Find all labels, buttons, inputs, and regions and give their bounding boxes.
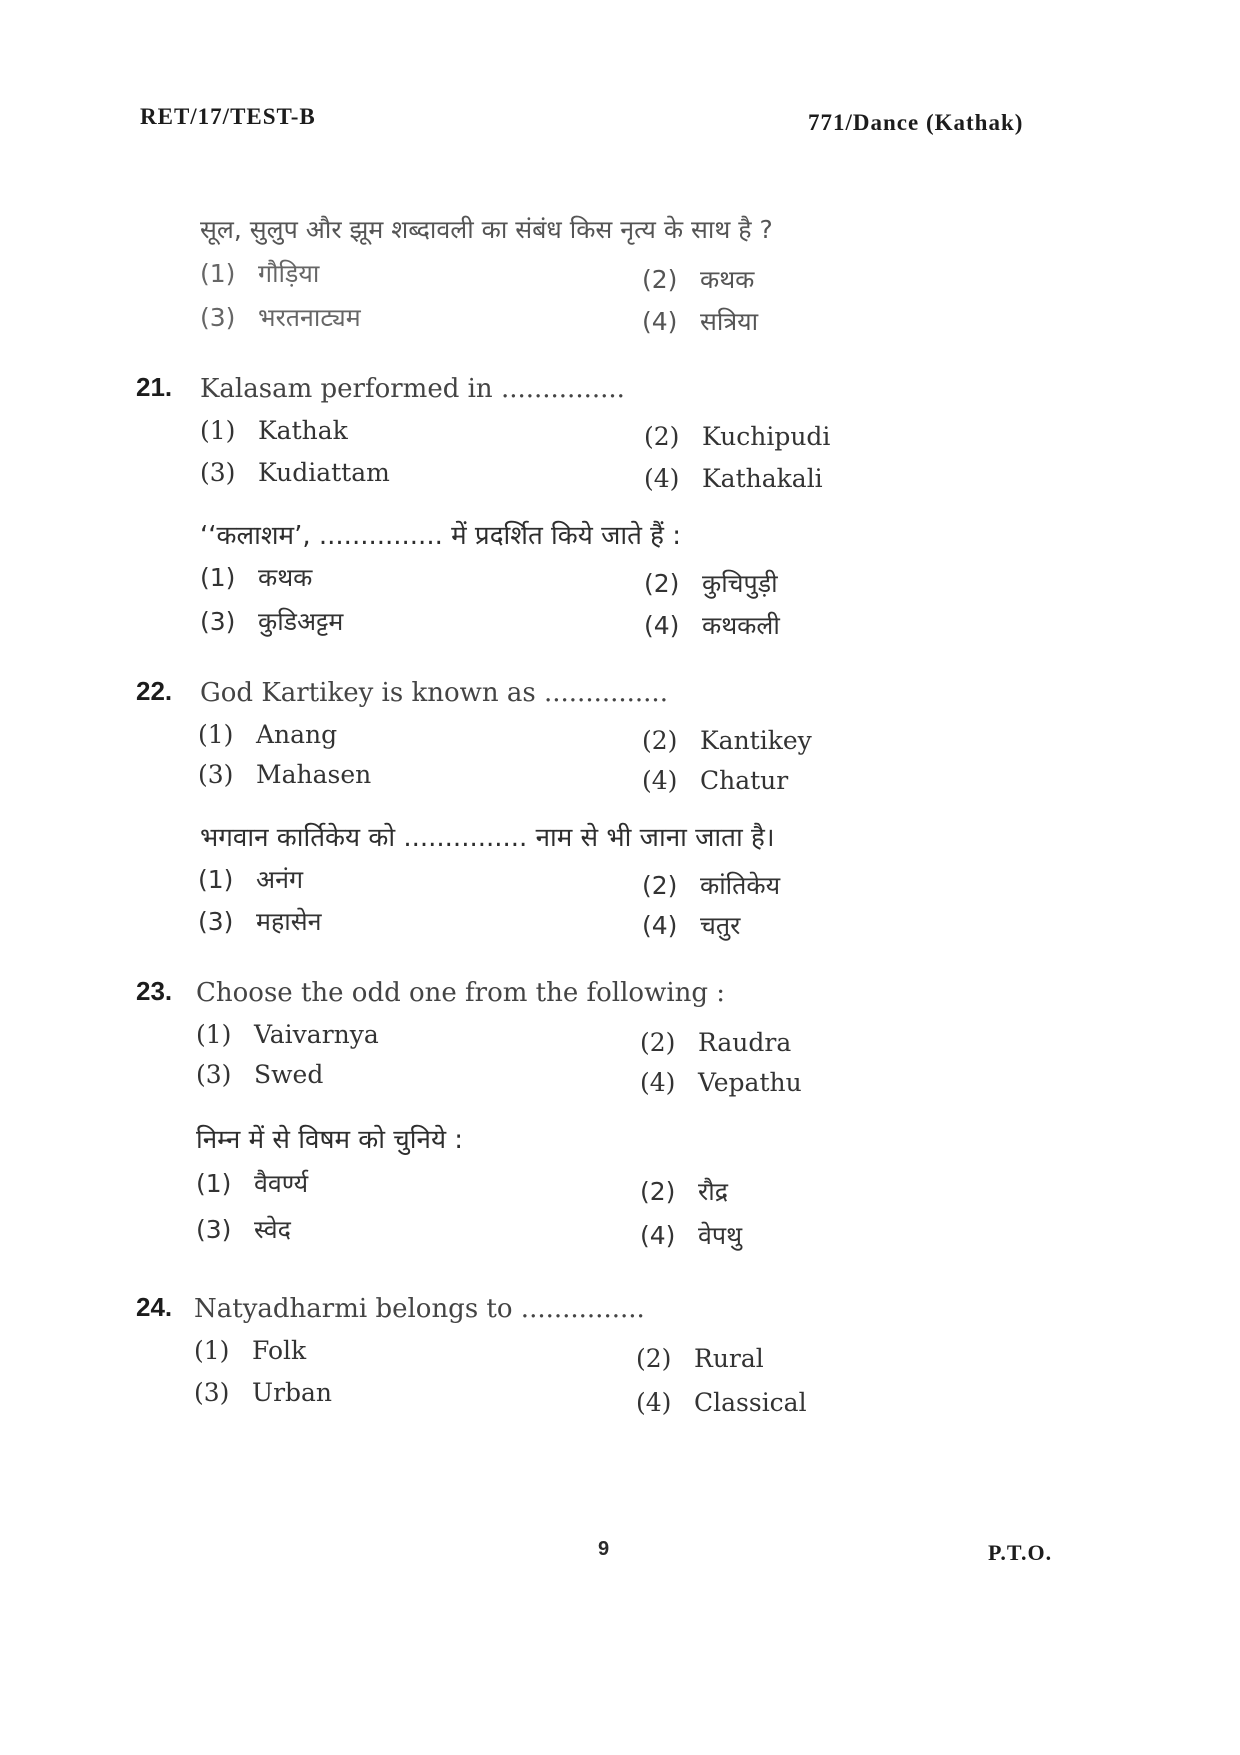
q24-english-question: Natyadharmi belongs to ...............	[194, 1294, 645, 1324]
q22-hindi-option-3: (3) महासेन	[198, 907, 322, 936]
subject-title: 771/Dance (Kathak)	[808, 110, 1024, 135]
q21-hindi-option-1: (1) कथक	[200, 563, 313, 592]
q24-english-option-2: (2) Rural	[636, 1344, 764, 1373]
q22-hindi-option-4: (4) चतुर	[642, 911, 741, 940]
q23-hindi-option-2: (2) रौद्र	[640, 1177, 728, 1206]
q23-english-option-2: (2) Raudra	[640, 1028, 792, 1057]
q20-hindi-option-2: (2) कथक	[642, 265, 755, 294]
q20-hindi-option-3: (3) भरतनाट्यम	[200, 303, 361, 332]
q24-english-option-1: (1) Folk	[194, 1336, 307, 1365]
q21-hindi-option-4: (4) कथकली	[644, 611, 780, 640]
q21-english-option-2: (2) Kuchipudi	[644, 422, 831, 451]
q23-english-option-4: (4) Vepathu	[640, 1068, 802, 1097]
q24-english-option-3: (3) Urban	[194, 1378, 333, 1407]
page-number: 9	[598, 1538, 610, 1560]
q24-english-option-4: (4) Classical	[636, 1388, 807, 1417]
q22-english-question: God Kartikey is known as ...............	[200, 678, 668, 708]
q22-hindi-question: भगवान कार्तिकेय को ............... नाम से भी जाना जाता है।	[200, 823, 775, 853]
test-code: RET/17/TEST-B	[140, 104, 316, 129]
q22-english-option-4: (4) Chatur	[642, 766, 789, 795]
q21-hindi-option-2: (2) कुचिपुड़ी	[644, 569, 778, 598]
q23-english-option-3: (3) Swed	[196, 1060, 324, 1089]
q21-english-option-1: (1) Kathak	[200, 416, 348, 445]
q23-english-question: Choose the odd one from the following :	[196, 978, 726, 1008]
q22-english-option-3: (3) Mahasen	[198, 760, 372, 789]
q20-hindi-option-4: (4) सत्रिया	[642, 307, 759, 336]
q22-number: 22.	[136, 676, 173, 706]
q21-hindi-question: ‘‘कलाशम’, ............... में प्रदर्शित किये जाते हैं :	[200, 521, 682, 551]
q21-hindi-option-3: (3) कुडिअट्टम	[200, 607, 344, 636]
q21-english-question: Kalasam performed in ...............	[200, 374, 625, 404]
q22-english-option-1: (1) Anang	[198, 720, 338, 749]
q23-hindi-option-4: (4) वेपथु	[640, 1221, 743, 1250]
q20-hindi-option-1: (1) गौड़िया	[200, 259, 320, 288]
q22-english-option-2: (2) Kantikey	[642, 726, 812, 755]
q21-english-option-3: (3) Kudiattam	[200, 458, 390, 487]
q20-hindi-question: सूल, सुलुप और झूम शब्दावली का संबंध किस नृत्य के साथ है ?	[200, 215, 773, 244]
q22-hindi-option-1: (1) अनंग	[198, 865, 304, 894]
q23-hindi-option-3: (3) स्वेद	[196, 1215, 291, 1244]
q21-english-option-4: (4) Kathakali	[644, 464, 823, 493]
q23-english-option-1: (1) Vaivarnya	[196, 1020, 379, 1049]
q22-hindi-option-2: (2) कांतिकेय	[642, 871, 781, 900]
q23-hindi-question: निम्न में से विषम को चुनिये :	[196, 1125, 464, 1155]
q23-number: 23.	[136, 976, 173, 1006]
pto-label: P.T.O.	[988, 1540, 1053, 1565]
q24-number: 24.	[136, 1292, 173, 1322]
q23-hindi-option-1: (1) वैवर्ण्य	[196, 1169, 309, 1198]
q21-number: 21.	[136, 372, 173, 402]
